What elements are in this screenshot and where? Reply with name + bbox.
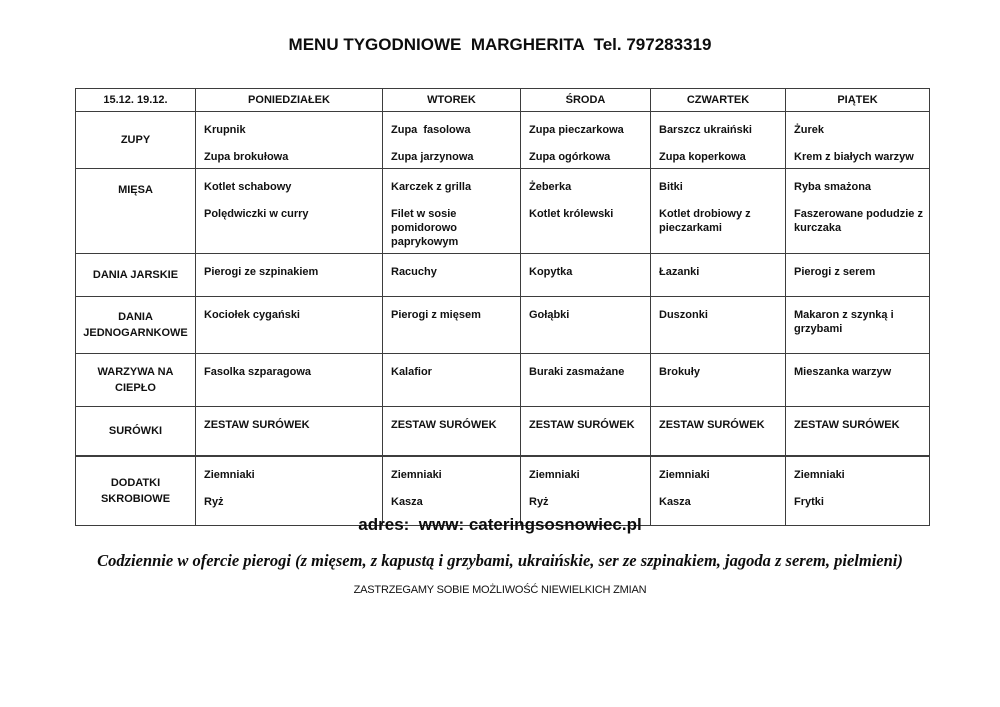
menu-cell — [383, 169, 521, 254]
menu-item: ZESTAW SURÓWEK — [204, 419, 310, 431]
menu-cell — [521, 169, 651, 254]
menu-cell — [383, 297, 521, 354]
menu-item: Krem z białych warzyw — [794, 151, 914, 163]
row-label: MIĘSA — [76, 169, 196, 254]
menu-table-body — [76, 112, 930, 526]
menu-item: Kotlet drobiowy z pieczarkami — [659, 208, 754, 234]
menu-row — [76, 354, 930, 407]
menu-item: Zupa koperkowa — [659, 151, 746, 163]
menu-cell — [651, 254, 786, 297]
menu-item: Gołąbki — [529, 309, 570, 321]
menu-item: Zupa brokułowa — [204, 151, 289, 163]
menu-item: Ziemniaki — [659, 468, 710, 481]
menu-cell — [521, 297, 651, 354]
menu-row — [76, 169, 930, 254]
menu-item: Pierogi ze szpinakiem — [204, 266, 319, 278]
row-label: DODATKI SKROBIOWE — [76, 456, 196, 526]
menu-cell — [521, 407, 651, 456]
menu-item: Filet w sosie pomidorowo paprykowym — [391, 208, 461, 248]
menu-item: Faszerowane podudzie z kurczaka — [794, 208, 927, 234]
menu-item: Fasolka szparagowa — [204, 366, 311, 378]
menu-item: Łazanki — [659, 266, 700, 278]
menu-item: Racuchy — [391, 266, 437, 278]
menu-cell — [383, 354, 521, 407]
menu-cell — [521, 254, 651, 297]
header-cell-day: ŚRODA — [521, 89, 651, 112]
menu-item: Zupa pieczarkowa — [529, 124, 624, 136]
header-cell-day: WTOREK — [383, 89, 521, 112]
menu-item: Pierogi z mięsem — [391, 309, 481, 321]
menu-item: Kopytka — [529, 266, 573, 278]
menu-cell — [651, 112, 786, 169]
menu-item: Żeberka — [529, 181, 572, 193]
menu-cell — [196, 297, 383, 354]
menu-item: ZESTAW SURÓWEK — [794, 419, 900, 431]
header-cell-day: PIĄTEK — [786, 89, 930, 112]
menu-cell — [786, 297, 930, 354]
menu-cell — [196, 254, 383, 297]
row-label: DANIA JEDNOGARNKOWE — [76, 297, 196, 354]
menu-cell — [196, 169, 383, 254]
menu-cell — [383, 407, 521, 456]
menu-item: Ryż — [204, 495, 224, 508]
menu-item: ZESTAW SURÓWEK — [659, 419, 765, 431]
header-row — [76, 89, 930, 112]
header-cell-day: PONIEDZIAŁEK — [196, 89, 383, 112]
menu-item: Żurek — [794, 124, 824, 136]
menu-cell — [651, 169, 786, 254]
menu-row — [76, 254, 930, 297]
menu-row — [76, 297, 930, 354]
menu-item: Mieszanka warzyw — [794, 366, 892, 378]
menu-item: Brokuły — [659, 366, 700, 378]
menu-cell — [651, 407, 786, 456]
page-title: MENU TYGODNIOWE MARGHERITA Tel. 797283319 — [288, 35, 712, 54]
footer-address: adres: www: cateringsosnowiec.pl — [358, 515, 642, 534]
menu-item: Ziemniaki — [794, 468, 845, 481]
menu-row — [76, 112, 930, 169]
row-label: SURÓWKI — [76, 407, 196, 456]
menu-cell — [786, 407, 930, 456]
menu-item: Zupa ogórkowa — [529, 151, 611, 163]
menu-table — [75, 88, 930, 526]
row-label: DANIA JARSKIE — [76, 254, 196, 297]
menu-item: Karczek z grilla — [391, 181, 472, 193]
row-label: WARZYWA NA CIEPŁO — [76, 354, 196, 407]
menu-cell — [786, 112, 930, 169]
menu-item: Bitki — [659, 181, 683, 193]
menu-item: Makaron z szynką i grzybami — [794, 309, 897, 335]
menu-cell — [196, 407, 383, 456]
menu-cell — [651, 354, 786, 407]
menu-item: Zupa jarzynowa — [391, 151, 474, 163]
menu-item: Buraki zasmażane — [529, 366, 625, 378]
menu-cell — [196, 354, 383, 407]
menu-row — [76, 407, 930, 456]
row-label: ZUPY — [76, 112, 196, 169]
menu-item: Kotlet królewski — [529, 208, 614, 220]
menu-cell — [383, 112, 521, 169]
footer-disclaimer: ZASTRZEGAMY SOBIE MOŻLIWOŚĆ NIEWIELKICH ZMIAN — [353, 584, 647, 596]
header-cell-day: CZWARTEK — [651, 89, 786, 112]
menu-item: Krupnik — [204, 124, 246, 136]
menu-cell — [196, 112, 383, 169]
menu-cell — [521, 112, 651, 169]
menu-table-header — [76, 89, 930, 112]
menu-cell — [651, 297, 786, 354]
menu-cell — [383, 254, 521, 297]
menu-item: Zupa fasolowa — [391, 124, 471, 136]
menu-item: Kotlet schabowy — [204, 181, 292, 193]
menu-item: ZESTAW SURÓWEK — [391, 419, 497, 431]
menu-item: Pierogi z serem — [794, 266, 876, 278]
menu-item: Ziemniaki — [529, 468, 580, 481]
footer-daily-offer: Codziennie w ofercie pierogi (z mięsem, z kapustą i grzybami, ukraińskie, ser ze szpinakiem, jagoda z serem, pielmieni) — [97, 551, 903, 570]
menu-item: Kalafior — [391, 366, 432, 378]
menu-cell — [786, 254, 930, 297]
menu-item: Kasza — [659, 495, 691, 508]
menu-item: Kociołek cygański — [204, 309, 300, 321]
menu-item: ZESTAW SURÓWEK — [529, 419, 635, 431]
menu-item: Kasza — [391, 495, 423, 508]
menu-cell — [521, 354, 651, 407]
menu-item: Ziemniaki — [391, 468, 442, 481]
menu-cell — [786, 354, 930, 407]
menu-item: Barszcz ukraiński — [659, 124, 752, 136]
menu-item: Duszonki — [659, 309, 708, 321]
menu-item: Polędwiczki w curry — [204, 208, 309, 220]
header-cell-dates: 15.12. 19.12. — [76, 89, 196, 112]
menu-item: Frytki — [794, 495, 824, 508]
menu-item: Ryż — [529, 495, 549, 508]
menu-item: Ziemniaki — [204, 468, 255, 481]
menu-cell — [786, 169, 930, 254]
menu-item: Ryba smażona — [794, 181, 872, 193]
